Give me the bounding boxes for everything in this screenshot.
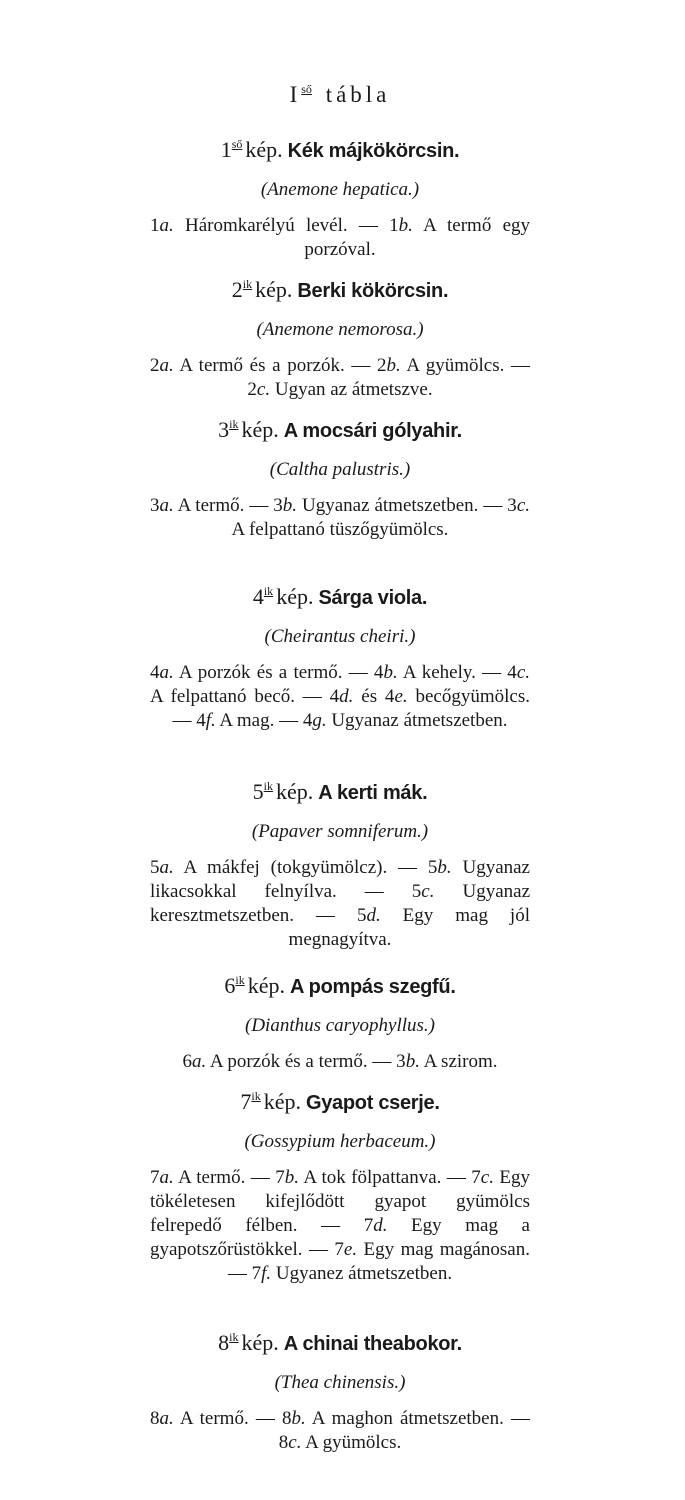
figure-number: 2 [231, 277, 243, 302]
figure-heading [150, 130, 530, 165]
figure-number-suffix: ik [251, 1089, 261, 1103]
plate-title-word: tábla [325, 82, 391, 107]
figure-word: kép. [276, 584, 314, 609]
figure-description: 5a. A mákfej (tokgyümölcz). — 5b. Ugyanaz likacsokkal felnyílva. — 5c. Ugyanaz keresztmetszetben. — 5d. Egy mag jól megnagyítva. [150, 857, 530, 950]
plate-title [150, 82, 530, 108]
plant-name: A kerti mák. [318, 782, 428, 804]
figure-number-suffix: ik [263, 584, 274, 598]
figure-number: 5 [252, 779, 264, 804]
latin-name: (Gossypium herbaceum.) [244, 1131, 436, 1152]
latin-name: (Anemone hepatica.) [260, 179, 420, 200]
plate-title-numeral: I [289, 82, 302, 107]
figure-heading [150, 410, 530, 445]
figure-description: 1a. Háromkarélyú levél. — 1b. A termő egy porzóval. [150, 215, 530, 260]
figure-word: kép. [255, 277, 293, 302]
latin-name: (Cheirantus cheiri.) [264, 626, 416, 647]
plant-name: Sárga viola. [318, 587, 428, 609]
plant-name: Kék májkökörcsin. [287, 140, 460, 162]
plant-name: A mocsári gólyahir. [283, 420, 462, 442]
figure-number: 1 [220, 137, 232, 162]
figure-entry [150, 966, 530, 1074]
figure-heading [150, 772, 530, 807]
figure-number: 3 [218, 417, 230, 442]
plate-title-suffix: ső [301, 82, 312, 96]
figure-entry [150, 270, 530, 402]
figure-number-suffix: ik [235, 973, 245, 987]
figure-heading [150, 270, 530, 305]
figure-description: 4a. A porzók és a termő. — 4b. A kehely. — 4c. A felpattanó becő. — 4d. és 4e. becőgyümölcs. — 4f. A mag. — 4g. Ugyanaz átmetszetben. [150, 662, 530, 731]
latin-name: (Thea chinensis.) [274, 1372, 406, 1393]
figure-word: kép. [245, 137, 283, 162]
figure-entry [150, 1323, 530, 1455]
figure-description: 2a. A termő és a porzók. — 2b. A gyümölcs. — 2c. Ugyan az átmetszve. [150, 355, 530, 400]
plant-name: A pompás szegfű. [290, 976, 456, 998]
figure-word: kép. [247, 973, 285, 998]
figure-description: 3a. A termő. — 3b. Ugyanaz átmetszetben. — 3c. A felpattanó tüszőgyümölcs. [150, 495, 530, 540]
figure-entry [150, 410, 530, 542]
latin-name: (Anemone nemorosa.) [256, 319, 424, 340]
latin-name: (Papaver somniferum.) [251, 821, 429, 842]
figure-word: kép. [276, 779, 314, 804]
figure-number: 7 [240, 1089, 252, 1114]
figure-heading [150, 1082, 530, 1117]
figure-number-suffix: ső [231, 137, 243, 151]
figure-word: kép. [263, 1089, 301, 1114]
figure-heading [150, 577, 530, 612]
figure-description: 6a. A porzók és a termő. — 3b. A szirom. [182, 1051, 498, 1072]
plant-name: A chinai theabokor. [283, 1333, 462, 1355]
figure-number-suffix: ik [242, 277, 253, 291]
figure-number: 6 [224, 973, 236, 998]
figure-word: kép. [241, 1330, 279, 1355]
plant-name: Berki kökörcsin. [297, 280, 449, 302]
figure-heading [150, 966, 530, 1001]
figure-description: 7a. A termő. — 7b. A tok fölpattanva. — 7c. Egy tökéletesen kifejlődött gyapot gyümölcs felrepedő félben. — 7d. Egy mag a gyapotszőrüstökkel. — 7e. Egy mag magánosan. — 7f. Ugyanez átmetszetben. [150, 1167, 530, 1284]
figure-description: 8a. A termő. — 8b. A maghon átmetszetben. — 8c. A gyümölcs. [150, 1408, 530, 1453]
figure-number: 4 [252, 584, 264, 609]
latin-name: (Dianthus caryophyllus.) [245, 1015, 435, 1036]
figure-number-suffix: ik [263, 779, 274, 793]
figure-number-suffix: ik [229, 417, 239, 431]
figure-number-suffix: ik [229, 1330, 239, 1344]
figure-word: kép. [241, 417, 279, 442]
figure-entry [150, 577, 530, 733]
figure-entry [150, 772, 530, 952]
figure-entry [150, 1082, 530, 1286]
figure-number: 8 [218, 1330, 230, 1355]
figure-entry [150, 130, 530, 262]
latin-name: (Caltha palustris.) [269, 459, 411, 480]
plant-name: Gyapot cserje. [305, 1092, 440, 1114]
figure-heading [150, 1323, 530, 1358]
